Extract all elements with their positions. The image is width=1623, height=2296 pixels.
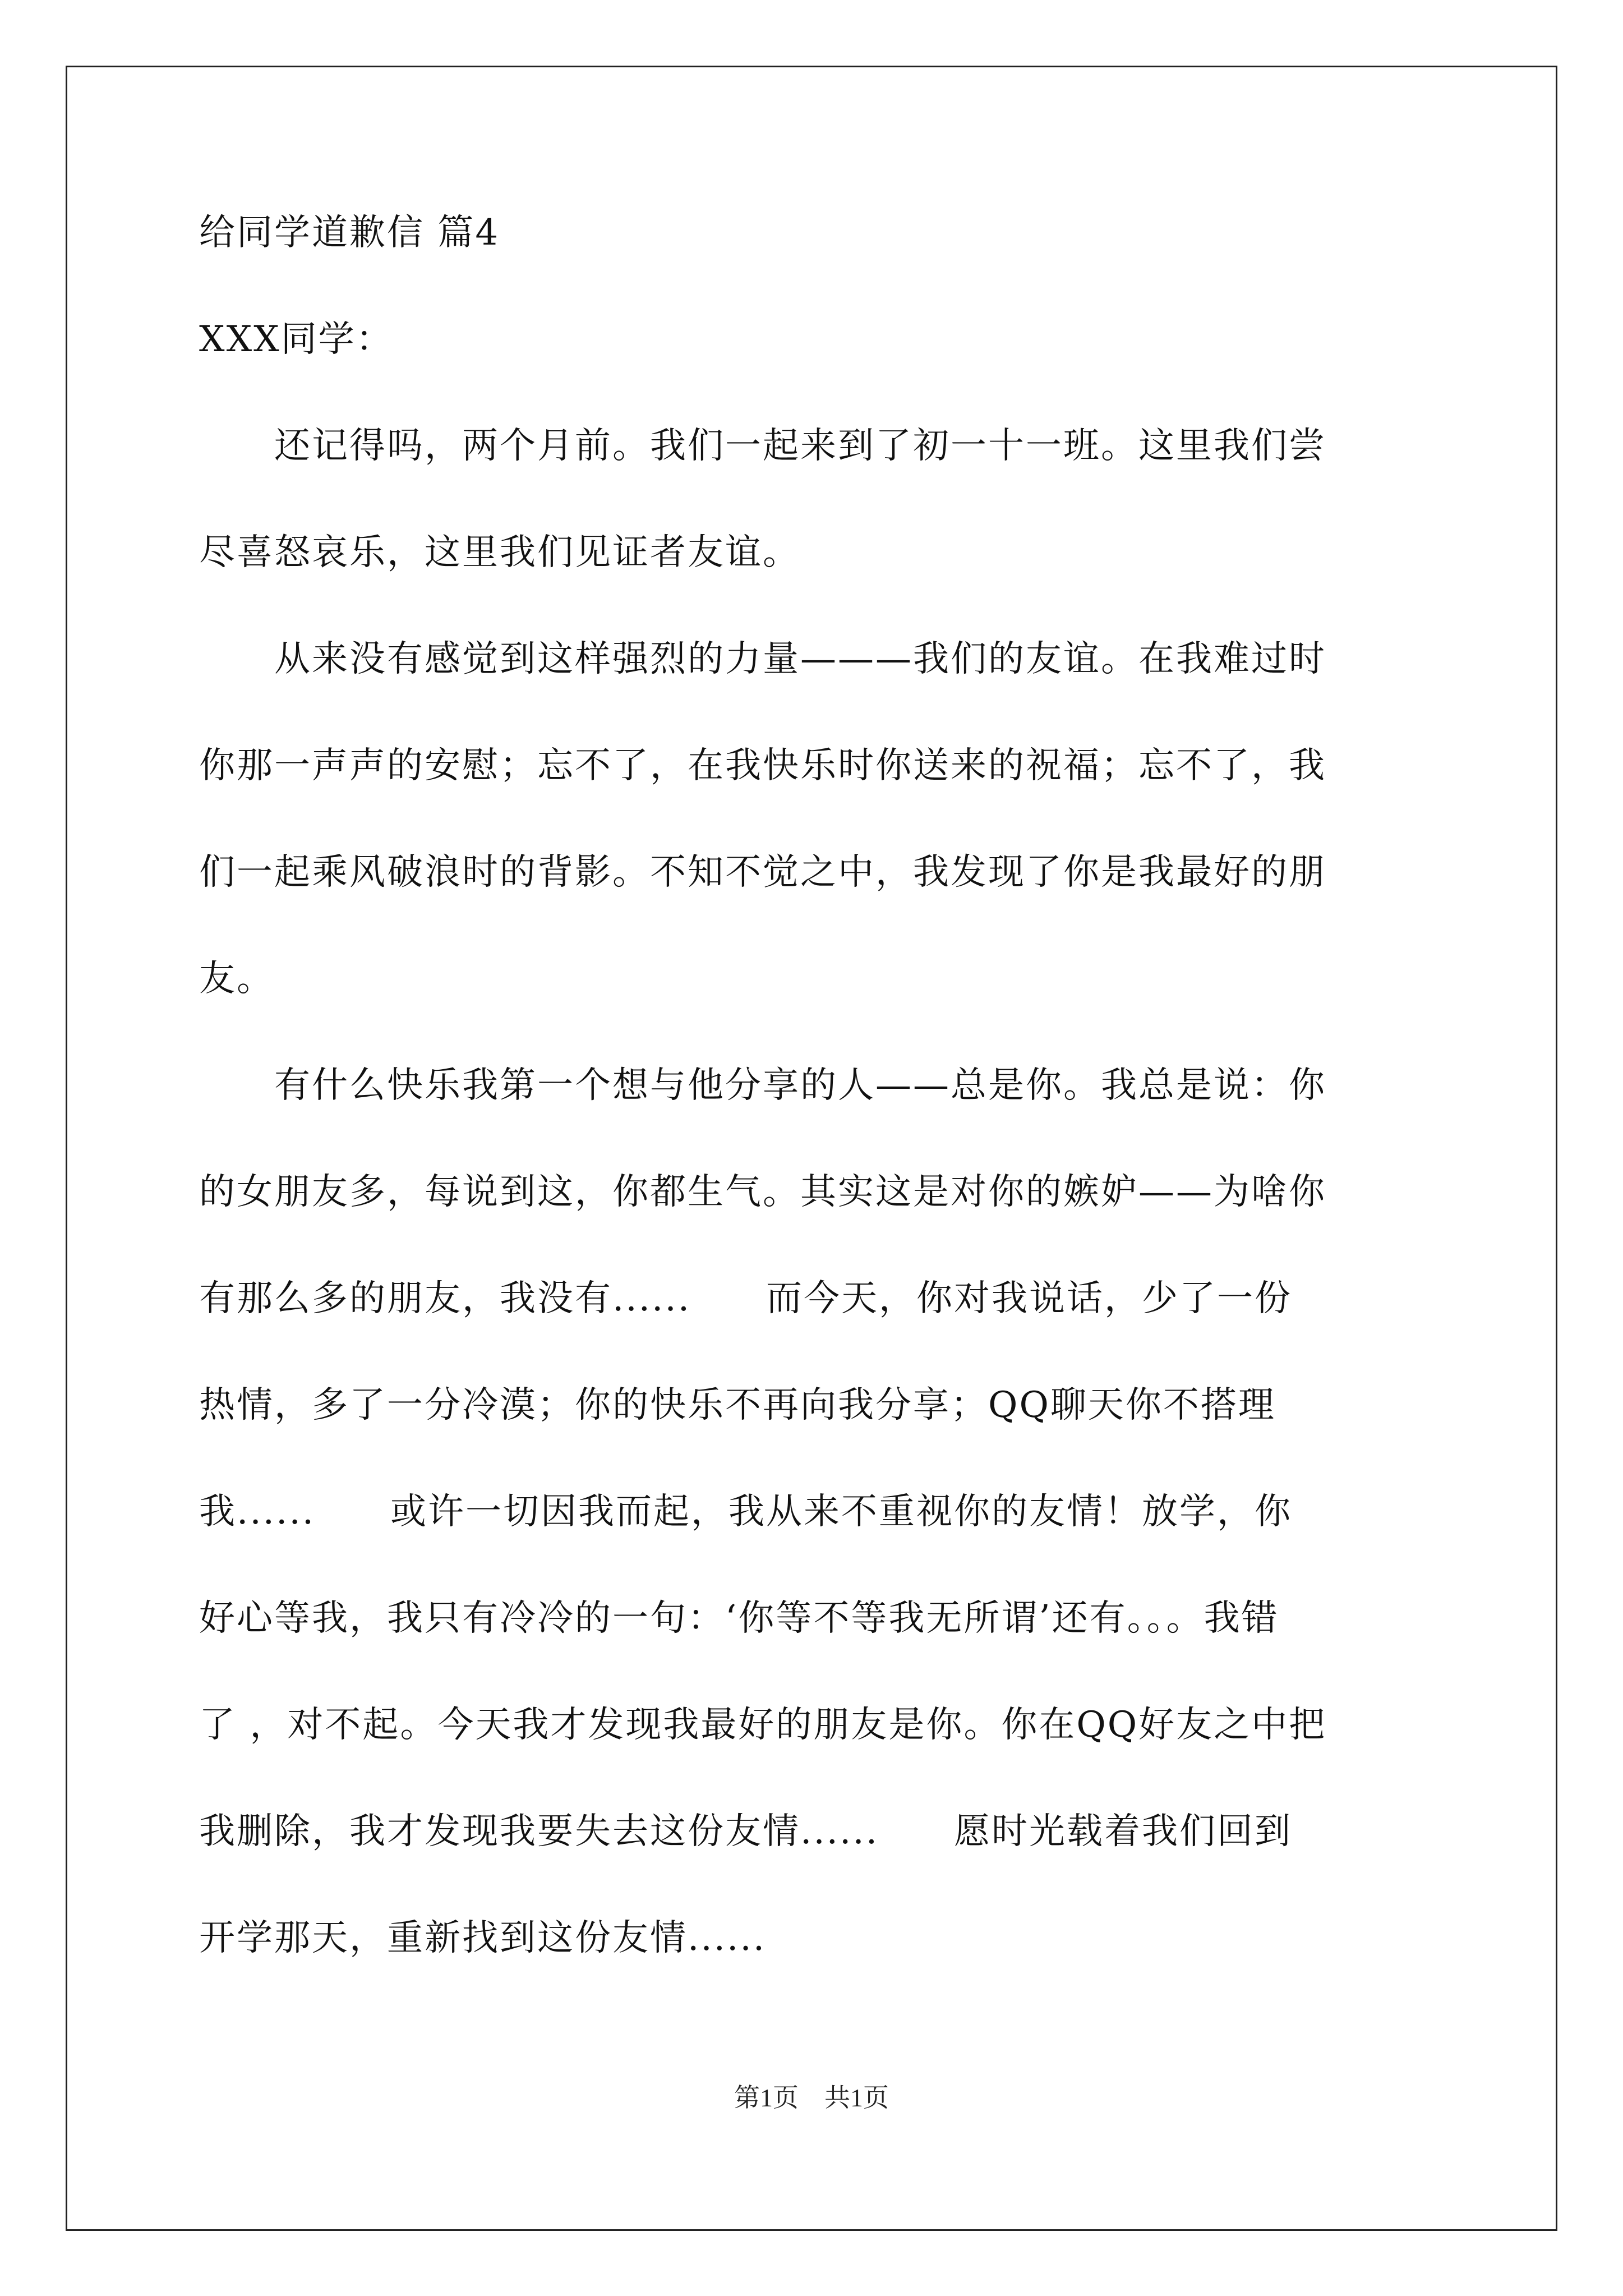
body-line: 有什么快乐我第一个想与他分享的人——总是你。我总是说：你 bbox=[199, 1065, 1326, 1106]
body-line: 好心等我，我只有冷冷的一句：‘你等不等我无所谓’还有。。。我错 bbox=[199, 1598, 1279, 1639]
document-body bbox=[199, 208, 1430, 1963]
document-title: 给同学道歉信 篇4 bbox=[199, 212, 500, 254]
salutation: XXX同学： bbox=[199, 319, 394, 360]
body-line: 我...... 或许一切因我而起，我从来不重视你的友情！放学，你 bbox=[199, 1491, 1293, 1533]
body-line: 们一起乘风破浪时的背影。不知不觉之中，我发现了你是我最好的朋 bbox=[199, 852, 1326, 893]
body-line: 我删除，我才发现我要失去这份友情...... 愿时光载着我们回到 bbox=[199, 1811, 1293, 1852]
body-line: 你那一声声的安慰；忘不了，在我快乐时你送来的祝福；忘不了，我 bbox=[199, 745, 1326, 786]
body-line: 开学那天，重新找到这份友情...... bbox=[199, 1917, 767, 1959]
body-line: 还记得吗，两个月前。我们一起来到了初一十一班。这里我们尝 bbox=[199, 425, 1326, 467]
body-line: 的女朋友多，每说到这，你都生气。其实这是对你的嫉妒——为啥你 bbox=[199, 1171, 1326, 1213]
body-line: 热情，多了一分冷漠；你的快乐不再向我分享；QQ聊天你不搭理 bbox=[199, 1384, 1276, 1426]
body-line: 从来没有感觉到这样强烈的力量———我们的友谊。在我难过时 bbox=[199, 638, 1326, 680]
body-line: 友。 bbox=[199, 958, 274, 1000]
body-line: 了 ，对不起。今天我才发现我最好的朋友是你。你在QQ好友之中把 bbox=[199, 1704, 1327, 1746]
page-footer: 第1页 共1页 bbox=[734, 2083, 889, 2112]
body-line: 有那么多的朋友，我没有...... 而今天，你对我说话，少了一份 bbox=[199, 1278, 1293, 1319]
body-line: 尽喜怒哀乐，这里我们见证者友谊。 bbox=[199, 532, 800, 573]
